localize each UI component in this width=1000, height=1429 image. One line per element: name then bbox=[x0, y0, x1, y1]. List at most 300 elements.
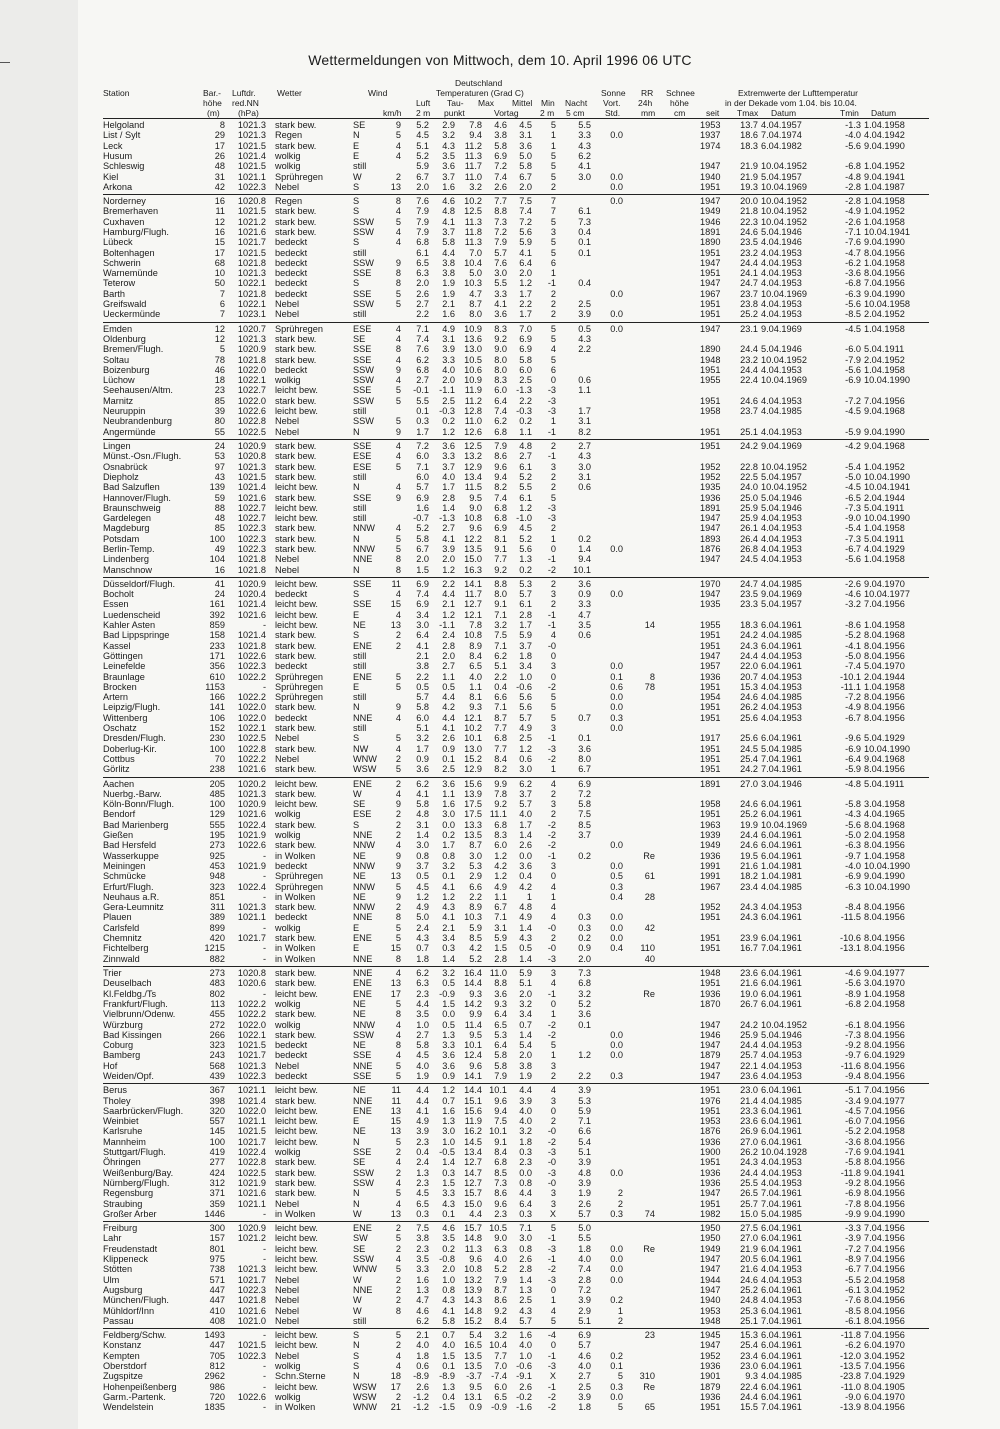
header-sonne-3: Std. bbox=[605, 108, 621, 118]
table-cell: leicht bew. bbox=[275, 1223, 318, 1234]
table-cell: 6.04.1982 bbox=[761, 140, 802, 151]
table-cell: 3.9 bbox=[578, 1157, 591, 1168]
table-cell: 1951 bbox=[700, 753, 721, 764]
table-row bbox=[103, 237, 929, 247]
table-cell: 7.4 bbox=[494, 171, 507, 182]
table-cell: Nebel bbox=[275, 1305, 300, 1316]
table-cell: 2.6 bbox=[519, 1381, 532, 1392]
table-cell: 10.1 bbox=[489, 1085, 507, 1096]
table-cell: 4.04.1953 bbox=[761, 1157, 802, 1168]
table-cell: 15.1 bbox=[464, 1095, 482, 1106]
table-cell: 23.9 bbox=[740, 933, 758, 944]
table-cell: 1022.5 bbox=[237, 733, 266, 744]
table-cell: -11.8 bbox=[840, 1167, 861, 1178]
table-cell: 9.04.1990 bbox=[864, 871, 905, 882]
table-cell: 8.04.1956 bbox=[864, 650, 905, 661]
table-cell: 21 bbox=[390, 1402, 401, 1413]
table-cell: X bbox=[549, 1208, 556, 1219]
table-cell: 24.4 bbox=[740, 830, 758, 841]
table-cell: 3.2 bbox=[519, 1126, 532, 1137]
table-cell: 1021.0 bbox=[237, 1315, 266, 1326]
table-cell: 1021.6 bbox=[237, 1305, 266, 1316]
table-cell: 1022.6 bbox=[237, 650, 266, 661]
table-cell: 7.1 bbox=[494, 912, 507, 923]
table-cell: 9.6 bbox=[494, 1198, 507, 1209]
table-cell: 25.9 bbox=[740, 513, 758, 524]
station-name: Hof bbox=[103, 1060, 118, 1071]
table-cell: 24.4 bbox=[740, 1391, 758, 1402]
table-cell: 4.7 bbox=[578, 609, 591, 620]
table-cell: 2.1 bbox=[442, 599, 455, 610]
table-cell: 3.9 bbox=[578, 1085, 591, 1096]
table-cell: S bbox=[353, 630, 360, 641]
table-cell: 0.4 bbox=[578, 278, 591, 289]
table-cell: S bbox=[353, 1361, 360, 1372]
table-row bbox=[103, 1050, 929, 1060]
station-name: Görlitz bbox=[103, 764, 130, 775]
table-cell: 6.6 bbox=[494, 692, 507, 703]
table-cell: 1021.5 bbox=[237, 247, 266, 258]
station-name: Bremerhaven bbox=[103, 206, 159, 217]
table-cell: S bbox=[353, 733, 360, 744]
table-cell: 1951 bbox=[700, 426, 721, 437]
table-cell: 15.2 bbox=[464, 753, 482, 764]
table-cell: 5 bbox=[550, 702, 556, 713]
table-cell: 1.2 bbox=[442, 564, 455, 575]
table-cell: 1022.3 bbox=[237, 1350, 266, 1361]
table-cell: 2.2 bbox=[416, 309, 429, 320]
table-cell: 1900 bbox=[700, 1147, 721, 1158]
table-cell: WNW bbox=[353, 753, 377, 764]
table-cell: 367 bbox=[209, 1085, 225, 1096]
table-cell: 10.04.1952 bbox=[761, 216, 807, 227]
table-cell: 1022.4 bbox=[237, 881, 266, 892]
table-cell: - bbox=[262, 1402, 266, 1413]
table-cell: -7.9 bbox=[845, 354, 861, 365]
table-cell: 7.9 bbox=[416, 226, 429, 237]
table-cell: 1.4 bbox=[519, 1274, 532, 1285]
table-cell: 4.4 bbox=[416, 1085, 429, 1096]
table-cell: 0.5 bbox=[578, 323, 591, 334]
table-cell: 8.1 bbox=[469, 692, 482, 703]
table-cell: 6.04.1961 bbox=[761, 840, 802, 851]
table-cell: 0.6 bbox=[578, 375, 591, 386]
table-cell: 1.1 bbox=[519, 426, 532, 437]
table-cell: 0.8 bbox=[442, 850, 455, 861]
table-cell: 5 bbox=[550, 171, 556, 182]
group-divider bbox=[103, 1083, 929, 1084]
table-cell: 4 bbox=[395, 1029, 401, 1040]
table-cell: - bbox=[262, 620, 266, 631]
table-cell: 9 bbox=[395, 120, 401, 130]
table-cell: 2.4 bbox=[442, 630, 455, 641]
table-cell: 5.9 bbox=[519, 237, 532, 248]
table-cell: 2.9 bbox=[578, 1305, 591, 1316]
table-cell: W bbox=[353, 1295, 362, 1306]
table-cell: NNW bbox=[353, 840, 375, 851]
table-cell: 24.4 bbox=[740, 1167, 758, 1178]
table-cell: 39 bbox=[214, 406, 225, 417]
table-cell: -1 bbox=[547, 1350, 556, 1361]
station-name: Klippeneck bbox=[103, 1254, 148, 1265]
station-group bbox=[103, 441, 929, 575]
table-cell: 5.7 bbox=[578, 1340, 591, 1351]
table-cell: 5.8 bbox=[578, 799, 591, 810]
table-cell: 7.04.1956 bbox=[864, 1264, 905, 1275]
table-cell: 2 bbox=[395, 753, 401, 764]
table-cell: 2.2 bbox=[442, 578, 455, 589]
header-min-5cm: 5 cm bbox=[566, 108, 585, 118]
table-row bbox=[103, 733, 929, 743]
table-cell: 14.4 bbox=[464, 978, 482, 989]
table-cell: 2.6 bbox=[416, 288, 429, 299]
table-cell: 1.04.1958 bbox=[864, 257, 905, 268]
table-cell: 4.04.1953 bbox=[761, 1295, 802, 1306]
table-cell: 4.0 bbox=[519, 1340, 532, 1351]
table-cell: 10.04.1952 bbox=[761, 1019, 807, 1030]
table-cell: 1936 bbox=[700, 850, 721, 861]
table-cell: 1022.0 bbox=[237, 1019, 266, 1030]
table-cell: 6.9 bbox=[519, 333, 532, 344]
table-cell: 9.2 bbox=[494, 333, 507, 344]
table-cell: 1.2 bbox=[519, 502, 532, 513]
table-cell: -6.4 bbox=[845, 753, 861, 764]
table-cell: 6.04.1961 bbox=[761, 1126, 802, 1137]
table-cell: Nebel bbox=[275, 299, 300, 310]
table-cell: stark bew. bbox=[275, 395, 317, 406]
table-cell: -5.0 bbox=[845, 830, 861, 841]
table-cell: 6.04.1961 bbox=[761, 1361, 802, 1372]
table-cell: stark bew. bbox=[275, 650, 317, 661]
table-cell: 1021.6 bbox=[237, 1188, 266, 1199]
table-cell: 8.04.1956 bbox=[864, 1295, 905, 1306]
table-cell: 1891 bbox=[700, 778, 721, 789]
table-cell: S bbox=[353, 237, 360, 248]
table-cell: 80 bbox=[214, 416, 225, 427]
table-cell: 1936 bbox=[700, 1391, 721, 1402]
table-cell: 4 bbox=[395, 1198, 401, 1209]
table-cell: 23.7 bbox=[740, 288, 758, 299]
table-cell: 0.0 bbox=[610, 309, 623, 320]
table-cell: -6.9 bbox=[845, 1188, 861, 1199]
table-cell: 0 bbox=[550, 1105, 556, 1116]
table-cell: stark bew. bbox=[275, 968, 317, 978]
table-cell: E bbox=[353, 150, 360, 161]
table-cell: 28 bbox=[644, 891, 655, 902]
table-cell: 392 bbox=[209, 609, 225, 620]
table-cell: 9.6 bbox=[469, 523, 482, 534]
header-schnee-3: cm bbox=[674, 108, 686, 118]
table-cell: 1021.1 bbox=[237, 1085, 266, 1096]
table-cell: 4 bbox=[395, 788, 401, 799]
table-cell: -5.2 bbox=[845, 1126, 861, 1137]
table-cell: 3.5 bbox=[442, 1233, 455, 1244]
table-cell: 7 bbox=[219, 309, 225, 320]
table-cell: 0.3 bbox=[416, 1208, 429, 1219]
table-cell: 310 bbox=[639, 1371, 655, 1382]
table-cell: 5 bbox=[219, 344, 225, 355]
table-cell: Nebel bbox=[275, 1295, 300, 1306]
table-cell: 266 bbox=[209, 1029, 225, 1040]
header-schnee: Schnee bbox=[666, 88, 695, 98]
table-cell: NE bbox=[353, 1085, 366, 1096]
table-cell: -7.4 bbox=[491, 1371, 507, 1382]
table-cell: 1947 bbox=[700, 1340, 721, 1351]
table-cell: 4.1 bbox=[416, 640, 429, 651]
table-cell: 12 bbox=[214, 216, 225, 227]
table-cell: 1021.5 bbox=[237, 140, 266, 151]
table-cell: leicht bew. bbox=[275, 799, 318, 810]
table-cell: 1020.7 bbox=[237, 323, 266, 334]
table-cell: 25.6 bbox=[740, 733, 758, 744]
table-cell: 0.9 bbox=[442, 743, 455, 754]
table-cell: S bbox=[353, 1330, 360, 1341]
table-cell: 1890 bbox=[700, 344, 721, 355]
table-cell: 21.9 bbox=[740, 161, 758, 172]
table-cell: -7.2 bbox=[845, 692, 861, 703]
table-cell: 1947 bbox=[700, 650, 721, 661]
table-cell: 7.04.1961 bbox=[761, 753, 802, 764]
table-cell: -8.6 bbox=[845, 620, 861, 631]
table-cell: -5.6 bbox=[845, 299, 861, 310]
table-cell: 2.9 bbox=[469, 871, 482, 882]
table-cell: 2.3 bbox=[416, 1177, 429, 1188]
table-cell: in Wolken bbox=[275, 850, 316, 861]
table-cell: 25.2 bbox=[740, 1284, 758, 1295]
table-cell: 6 bbox=[219, 299, 225, 310]
table-cell: E bbox=[353, 922, 360, 933]
table-cell: 9.3 bbox=[745, 1371, 758, 1382]
table-cell: 1.4 bbox=[519, 922, 532, 933]
table-cell: 1022.5 bbox=[237, 1167, 266, 1178]
table-cell: still bbox=[353, 723, 367, 734]
table-cell: 2.5 bbox=[519, 375, 532, 386]
station-group bbox=[103, 779, 929, 964]
table-cell: 3.6 bbox=[494, 988, 507, 999]
table-cell: 4.04.1953 bbox=[761, 426, 802, 437]
table-cell: 7.8 bbox=[469, 120, 482, 130]
table-cell: 1.5 bbox=[494, 943, 507, 954]
table-cell: 4.0 bbox=[416, 1340, 429, 1351]
table-cell: stark bew. bbox=[275, 451, 317, 462]
table-cell: 1022.1 bbox=[237, 299, 266, 310]
table-cell: 4.04.1953 bbox=[761, 278, 802, 289]
table-cell: 1.8 bbox=[578, 1402, 591, 1413]
table-row bbox=[103, 482, 929, 492]
table-cell: 4.4 bbox=[469, 1208, 482, 1219]
table-cell: 3.3 bbox=[494, 288, 507, 299]
table-cell: 4.04.1985 bbox=[761, 630, 802, 641]
table-cell: 0.1 bbox=[442, 1361, 455, 1372]
table-cell: 0.0 bbox=[610, 1264, 623, 1275]
table-cell: 4.3 bbox=[416, 933, 429, 944]
table-cell: 3.04.1952 bbox=[864, 1350, 905, 1361]
table-cell: 9.04.1968 bbox=[864, 753, 905, 764]
table-cell: - bbox=[262, 1381, 266, 1392]
table-cell: 6.04.1970 bbox=[864, 1340, 905, 1351]
table-cell: 9.04.1969 bbox=[761, 323, 802, 334]
table-row bbox=[103, 554, 929, 564]
table-cell: 2.2 bbox=[519, 395, 532, 406]
table-cell: 4.04.1953 bbox=[761, 268, 802, 279]
table-cell: 7.04.1961 bbox=[761, 943, 802, 954]
station-name: Kl.Feldbg./Ts bbox=[103, 988, 157, 999]
table-cell: 1876 bbox=[700, 1126, 721, 1137]
header-station: Station bbox=[103, 88, 130, 98]
table-cell: 13 bbox=[390, 181, 401, 192]
table-cell: 1021.6 bbox=[237, 226, 266, 237]
table-cell: 9.04.1990 bbox=[864, 426, 905, 437]
table-cell: 243 bbox=[209, 1050, 225, 1061]
table-row bbox=[103, 702, 929, 712]
table-cell: 8.04.1956 bbox=[864, 1177, 905, 1188]
table-cell: 4.1 bbox=[442, 723, 455, 734]
table-row bbox=[103, 943, 929, 953]
table-cell: 1917 bbox=[700, 733, 721, 744]
table-cell: 0.2 bbox=[442, 1243, 455, 1254]
table-cell: 113 bbox=[210, 998, 225, 1009]
table-cell: 12.9 bbox=[464, 461, 482, 472]
table-cell: 3 bbox=[550, 1188, 556, 1199]
table-cell: still bbox=[353, 513, 367, 524]
table-cell: 25.9 bbox=[740, 502, 758, 513]
table-cell: -9.4 bbox=[845, 1071, 861, 1081]
table-cell: -3.3 bbox=[845, 1223, 861, 1234]
station-name: Lahr bbox=[103, 1233, 122, 1244]
table-row bbox=[103, 278, 929, 288]
table-cell: 26.2 bbox=[740, 1147, 758, 1158]
table-cell: 356 bbox=[209, 661, 225, 672]
station-group bbox=[103, 968, 929, 1081]
table-cell: 2 bbox=[395, 778, 401, 789]
table-cell: 2 bbox=[395, 1223, 401, 1234]
table-cell: -6.8 bbox=[845, 161, 861, 172]
table-cell: -5.4 bbox=[845, 523, 861, 534]
table-cell: 1936 bbox=[700, 1167, 721, 1178]
table-cell: NNE bbox=[353, 830, 373, 841]
table-cell: stark bew. bbox=[275, 902, 317, 913]
table-cell: 2.1 bbox=[416, 1330, 429, 1341]
table-cell: 12.1 bbox=[464, 609, 482, 620]
table-cell: 1.4 bbox=[442, 502, 455, 513]
table-cell: 4.5 bbox=[519, 523, 532, 534]
table-cell: 1 bbox=[550, 1295, 556, 1306]
table-cell: 1.3 bbox=[519, 554, 532, 565]
station-name: Öhringen bbox=[103, 1157, 141, 1168]
table-cell: 13 bbox=[390, 620, 401, 631]
table-cell: 3.6 bbox=[519, 860, 532, 871]
table-cell: 7.2 bbox=[578, 1284, 591, 1295]
table-cell: 8.2 bbox=[494, 764, 507, 775]
table-cell: 14.1 bbox=[464, 578, 482, 589]
header-luft-2m: 2 m bbox=[416, 108, 431, 118]
table-cell: N bbox=[353, 482, 360, 493]
table-cell: 0.3 bbox=[578, 912, 591, 923]
table-cell: wolkig bbox=[275, 809, 301, 820]
table-cell: 13.7 bbox=[740, 120, 758, 130]
table-cell: 4.04.1985 bbox=[761, 881, 802, 892]
table-cell: NE bbox=[353, 1126, 366, 1137]
station-group bbox=[103, 120, 929, 192]
table-cell: 2.3 bbox=[416, 1243, 429, 1254]
station-name: Ueckermünde bbox=[103, 309, 161, 320]
table-cell: 1948 bbox=[700, 968, 721, 978]
table-cell: 1021.6 bbox=[237, 764, 266, 775]
table-cell: 5 bbox=[395, 681, 401, 692]
table-cell: 8 bbox=[395, 268, 401, 279]
table-cell: -2 bbox=[547, 564, 556, 575]
table-cell: 6.0 bbox=[416, 471, 429, 482]
table-cell: NE bbox=[353, 871, 366, 882]
table-cell: 5 bbox=[395, 881, 401, 892]
table-cell: -1.1 bbox=[439, 385, 455, 396]
table-row bbox=[103, 799, 929, 809]
table-cell: 195 bbox=[209, 830, 225, 841]
table-cell: 5.0 bbox=[416, 912, 429, 923]
station-name: Helgoland bbox=[103, 120, 145, 130]
table-cell: 8.5 bbox=[469, 933, 482, 944]
table-cell: 1021.5 bbox=[237, 206, 266, 217]
table-cell: 3.6 bbox=[442, 161, 455, 172]
table-cell: 7.04.1961 bbox=[761, 1198, 802, 1209]
table-cell: 3.3 bbox=[578, 599, 591, 610]
table-cell: 25.9 bbox=[740, 1029, 758, 1040]
table-cell: -9.9 bbox=[845, 1208, 861, 1219]
table-cell: 2.2 bbox=[519, 299, 532, 310]
table-cell: 2 bbox=[395, 1284, 401, 1295]
table-cell: 3.2 bbox=[442, 130, 455, 141]
table-cell: 1951 bbox=[700, 764, 721, 775]
table-cell: 5.1 bbox=[416, 723, 429, 734]
table-cell: 10.9 bbox=[464, 323, 482, 334]
table-cell: 6.3 bbox=[416, 268, 429, 279]
table-cell: 1020.4 bbox=[237, 589, 266, 600]
table-cell: 5.04.1911 bbox=[864, 533, 905, 544]
table-cell: 26.9 bbox=[740, 1126, 758, 1137]
table-cell: 0.3 bbox=[578, 922, 591, 933]
table-cell: 5 bbox=[550, 161, 556, 172]
table-cell: 4 bbox=[395, 1157, 401, 1168]
table-cell: 4 bbox=[550, 1305, 556, 1316]
table-cell: 12.5 bbox=[464, 206, 482, 217]
table-cell: 3.7 bbox=[416, 860, 429, 871]
table-cell: 7.04.1961 bbox=[761, 1315, 802, 1326]
table-cell: 15.2 bbox=[464, 1315, 482, 1326]
table-cell: 4 bbox=[550, 778, 556, 789]
table-cell: leicht bew. bbox=[275, 1105, 318, 1116]
table-cell: 6.04.1961 bbox=[761, 799, 802, 810]
table-cell: 4 bbox=[395, 589, 401, 600]
table-cell: 4.04.1985 bbox=[761, 406, 802, 417]
table-cell: 14.5 bbox=[464, 1136, 482, 1147]
table-cell: 27.0 bbox=[740, 778, 758, 789]
table-cell: 1 bbox=[526, 891, 532, 902]
table-cell: 23.6 bbox=[740, 968, 758, 978]
table-cell: 300 bbox=[209, 1223, 225, 1234]
table-cell: 1947 bbox=[700, 1284, 721, 1295]
table-cell: 1952 bbox=[700, 1350, 721, 1361]
table-cell: 1951 bbox=[700, 743, 721, 754]
table-cell: 3.7 bbox=[442, 461, 455, 472]
table-cell: 1.1 bbox=[578, 385, 591, 396]
table-row bbox=[103, 1361, 929, 1371]
table-cell: 4.3 bbox=[442, 140, 455, 151]
table-cell: 24.6 bbox=[740, 226, 758, 237]
table-cell: 2.2 bbox=[416, 671, 429, 682]
table-cell: 899 bbox=[209, 922, 225, 933]
table-cell: 6.9 bbox=[416, 599, 429, 610]
table-cell: 2.5 bbox=[519, 733, 532, 744]
